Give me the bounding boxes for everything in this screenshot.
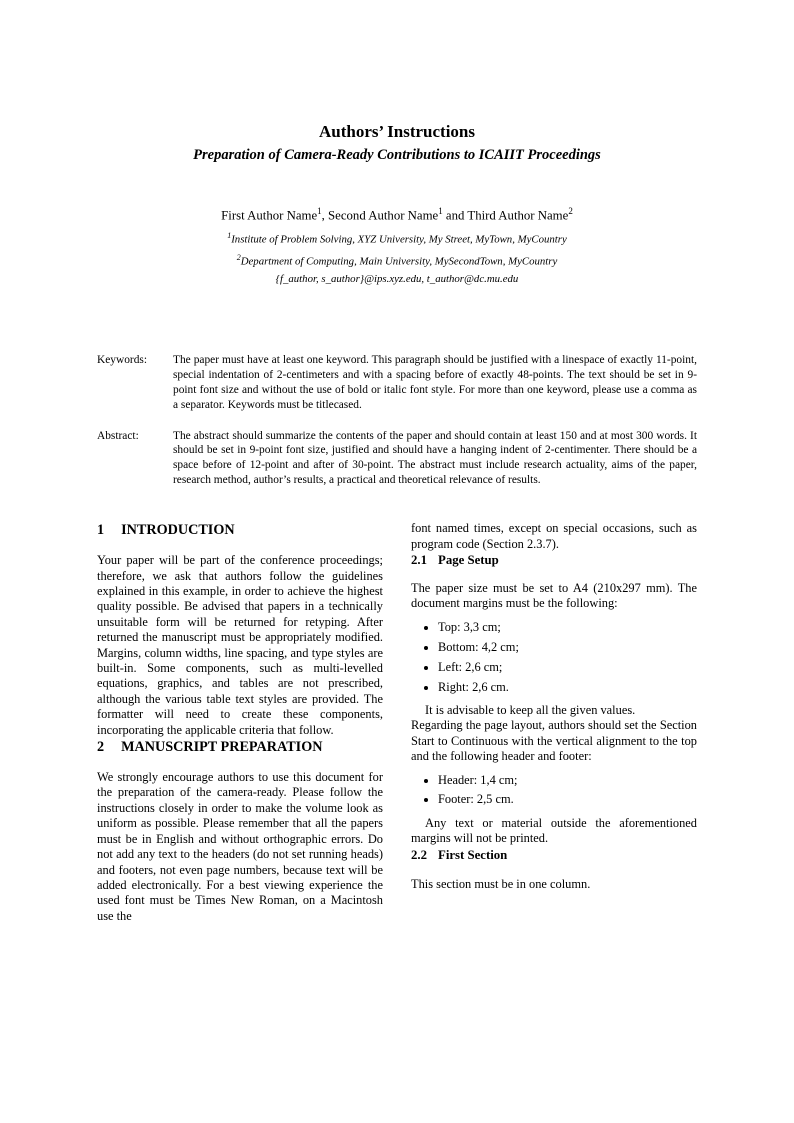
list-item: • Bottom: 4,2 cm; [438,640,697,655]
author-line [97,203,697,224]
section-title: MANUSCRIPT PREPARATION [121,739,323,756]
section-number: 1 [97,522,105,539]
section-heading-introduction [97,521,383,539]
section-title: Page Setup [438,553,499,568]
list-item: • Right: 2,6 cm. [438,680,697,695]
body-columns [97,521,697,924]
section-number: 2.1 [411,553,427,568]
list-item: • Top: 3,3 cm; [438,620,697,635]
affiliation-mark: 1 [227,231,232,241]
margins-list [411,620,697,695]
author-affiliation-mark: 2 [568,206,573,216]
list-item: • Footer: 2,5 cm. [438,792,697,807]
section-title: INTRODUCTION [121,522,235,539]
keywords-text: The paper must have at least one keyword. This paragraph should be justified with a linespace of exactly 11-point, special indentation of 2-centimeters and with a spacing before of exactly 48-points. The text should be set in 9-point font size and without the use of bold or italic font style. For more than one keyword, please use a comma as a separator. Keywords must be titlecased. [173,353,697,411]
paper-title: Authors’ Instructions [318,122,475,141]
first-section-paragraph: This section must be in one column. [411,876,591,891]
page-setup-paragraph-2: It is advisable to keep all the given values. [425,702,636,717]
affiliation-text: Institute of Problem Solving, XYZ University, My Street, MyTown, MyCountry [231,233,567,246]
page-setup-paragraph-3: Regarding the page layout, authors should set the Section Start to Continuous with the vertical alignment to the top and the following header and footer: [411,718,697,764]
affiliation-line [97,249,697,271]
list-item: • Left: 2,6 cm; [438,660,697,675]
author-name: First Author Name [221,208,318,223]
author-name: , Second Author Name [321,208,439,223]
page-setup-paragraph-1: The paper size must be set to A4 (210x297 mm). The document margins must be the following: [411,581,697,611]
manuscript-paragraph: We strongly encourage authors to use this document for the preparation of the camera-ready. Please follow the instructions closely in order to make the volume look as uniform as possible. Please remember that all the papers must be in English and without orthographic errors. Do not add any text to the headers (do not set running heads) and footers, not even page numbers, because text will be added electronically. For a best viewing experience the used font must be Times New Roman, on a Macintosh use the [97,770,383,923]
left-column [97,521,383,924]
section-title: First Section [438,847,508,862]
section-heading-manuscript-preparation [97,738,383,756]
affiliation-line [97,227,697,249]
section-heading-page-setup [411,552,697,568]
section-number: 2 [97,739,105,756]
section-number: 2.2 [411,847,427,862]
affiliation-mark: 2 [236,253,241,263]
abstract-label: Abstract: [97,429,139,442]
affiliation-block [97,227,697,289]
abstract-text: The abstract should summarize the contents of the paper and should contain at least 150 and at most 300 words. It should be set in 9-point font size, justified and should have a hanging indent of 2-centimenter. There should be a space before of 12-point and after of 30-point. The abstract must include research actuality, aims of the paper, research method, author’s results, a practical and theoretical relevance of results. [173,429,697,487]
author-affiliation-mark: 1 [438,206,443,216]
author-name: and Third Author Name [442,208,569,223]
email-line: {f_author, s_author}@ips.xyz.edu, t_author@dc.mu.edu [275,273,519,286]
keywords-label: Keywords: [97,353,147,366]
paper-subtitle: Preparation of Camera-Ready Contributions to ICAIIT Proceedings [193,147,601,163]
affiliation-text: Department of Computing, Main University, MySecondTown, MyCountry [240,255,558,268]
right-column [411,521,697,924]
manuscript-paragraph-continuation: font named times, except on special occasions, such as program code (Section 2.3.7). [411,521,697,551]
header-footer-list [411,773,697,808]
author-affiliation-mark: 1 [317,206,322,216]
section-heading-first-section [411,847,697,863]
abstract-block [97,429,697,489]
keywords-block [97,353,697,413]
list-item: • Header: 1,4 cm; [438,773,697,788]
page-setup-paragraph-4: Any text or material outside the aforementioned margins will not be printed. [411,815,697,846]
introduction-paragraph: Your paper will be part of the conference proceedings; therefore, we ask that authors follow the guidelines explained in this example, in order to achieve the highest quality possible. Be advised that papers in a technically unsuitable form will be returned for retyping. After returned the manuscript must be appropriately modified. Margins, column widths, line spacing, and type styles are built-in. Some components, such as multi-levelled equations, graphics, and tables are not prescribed, although the various table text styles are provided. The formatter will need to create these components, incorporating the applicable criteria that follow. [97,553,383,737]
